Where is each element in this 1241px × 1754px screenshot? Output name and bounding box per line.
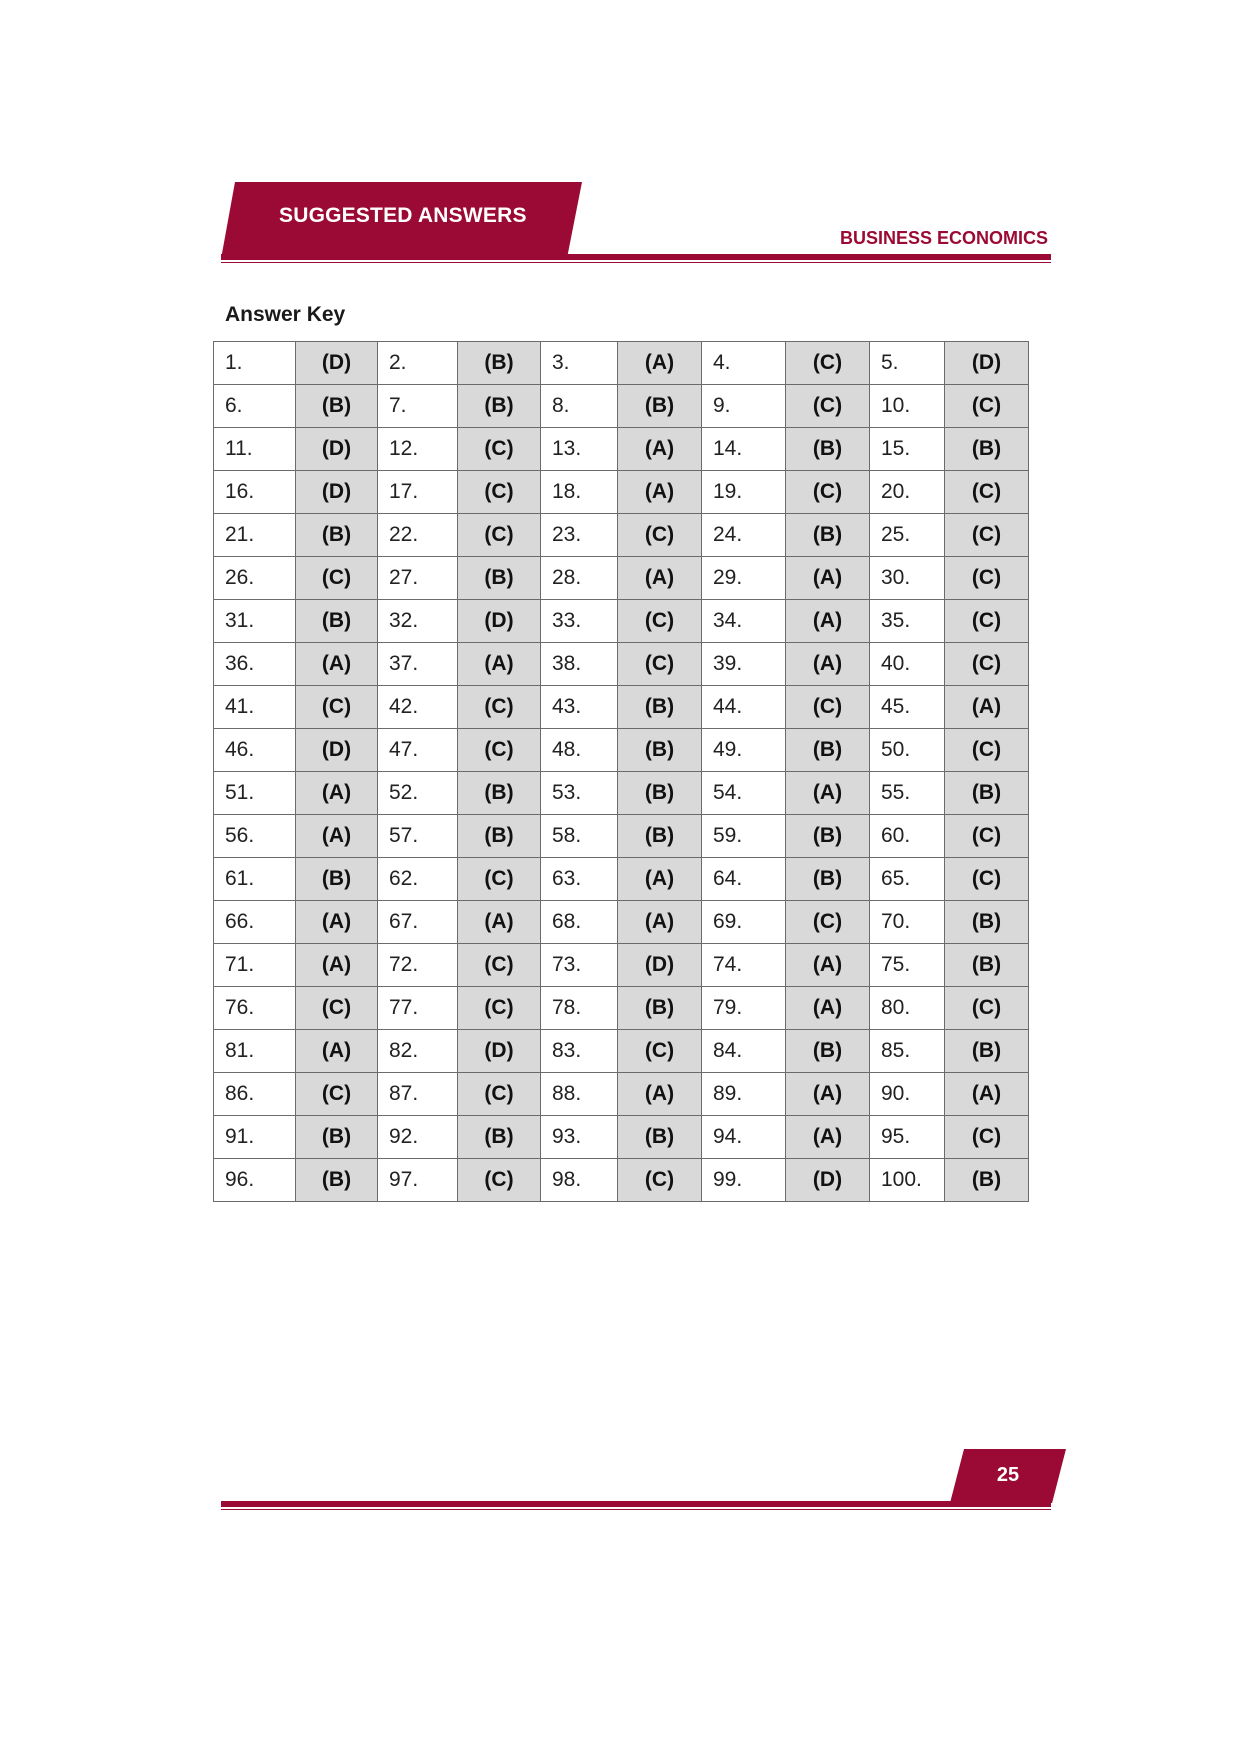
question-number: 62. (378, 858, 458, 901)
answer-choice: (C) (945, 471, 1029, 514)
answer-choice: (C) (458, 1073, 541, 1116)
table-row (214, 1116, 1029, 1159)
answer-choice: (D) (618, 944, 702, 987)
question-number: 26. (214, 557, 296, 600)
question-number: 9. (702, 385, 786, 428)
question-number: 47. (378, 729, 458, 772)
question-number: 8. (541, 385, 618, 428)
question-number: 48. (541, 729, 618, 772)
answer-choice: (B) (458, 772, 541, 815)
question-number: 11. (214, 428, 296, 471)
answer-choice: (A) (786, 1116, 870, 1159)
answer-choice: (A) (786, 1073, 870, 1116)
answer-choice: (B) (786, 729, 870, 772)
question-number: 45. (870, 686, 945, 729)
answer-choice: (A) (786, 987, 870, 1030)
question-number: 66. (214, 901, 296, 944)
answer-choice: (C) (786, 686, 870, 729)
question-number: 100. (870, 1159, 945, 1202)
question-number: 55. (870, 772, 945, 815)
answer-choice: (D) (945, 342, 1029, 385)
question-number: 88. (541, 1073, 618, 1116)
answer-choice: (C) (945, 987, 1029, 1030)
answer-choice: (C) (458, 944, 541, 987)
question-number: 76. (214, 987, 296, 1030)
answer-choice: (C) (786, 901, 870, 944)
answer-choice: (B) (296, 385, 378, 428)
answer-choice: (C) (458, 987, 541, 1030)
question-number: 73. (541, 944, 618, 987)
question-number: 98. (541, 1159, 618, 1202)
table-row (214, 514, 1029, 557)
question-number: 70. (870, 901, 945, 944)
question-number: 94. (702, 1116, 786, 1159)
table-row (214, 772, 1029, 815)
answer-key-table (213, 341, 1029, 1202)
answer-choice: (C) (618, 514, 702, 557)
answer-choice: (A) (786, 944, 870, 987)
table-row (214, 1030, 1029, 1073)
answer-choice: (B) (296, 858, 378, 901)
answer-choice: (B) (618, 729, 702, 772)
answer-choice: (C) (296, 987, 378, 1030)
answer-choice: (A) (945, 1073, 1029, 1116)
subject-label: BUSINESS ECONOMICS (839, 228, 1048, 248)
question-number: 39. (702, 643, 786, 686)
question-number: 72. (378, 944, 458, 987)
answer-choice: (C) (945, 1116, 1029, 1159)
table-row (214, 686, 1029, 729)
question-number: 64. (702, 858, 786, 901)
question-number: 80. (870, 987, 945, 1030)
answer-choice: (B) (618, 385, 702, 428)
header-rule (221, 254, 1051, 260)
question-number: 19. (702, 471, 786, 514)
table-row (214, 815, 1029, 858)
question-number: 27. (378, 557, 458, 600)
question-number: 69. (702, 901, 786, 944)
question-number: 78. (541, 987, 618, 1030)
answer-choice: (B) (458, 1116, 541, 1159)
answer-choice: (C) (618, 600, 702, 643)
question-number: 77. (378, 987, 458, 1030)
question-number: 20. (870, 471, 945, 514)
answer-choice: (C) (458, 471, 541, 514)
question-number: 4. (702, 342, 786, 385)
answer-choice: (C) (945, 385, 1029, 428)
table-row (214, 643, 1029, 686)
answer-key-title: Answer Key (225, 303, 346, 326)
answer-choice: (B) (945, 428, 1029, 471)
answer-choice: (C) (458, 858, 541, 901)
answer-choice: (A) (618, 858, 702, 901)
question-number: 51. (214, 772, 296, 815)
question-number: 95. (870, 1116, 945, 1159)
question-number: 63. (541, 858, 618, 901)
question-number: 68. (541, 901, 618, 944)
answer-choice: (C) (458, 514, 541, 557)
table-row (214, 944, 1029, 987)
answer-choice: (D) (786, 1159, 870, 1202)
answer-choice: (B) (786, 858, 870, 901)
answer-choice: (A) (458, 901, 541, 944)
answer-choice: (C) (458, 428, 541, 471)
answer-choice: (B) (618, 772, 702, 815)
answer-choice: (A) (945, 686, 1029, 729)
question-number: 75. (870, 944, 945, 987)
question-number: 57. (378, 815, 458, 858)
question-number: 90. (870, 1073, 945, 1116)
answer-choice: (A) (296, 1030, 378, 1073)
question-number: 37. (378, 643, 458, 686)
answer-choice: (B) (458, 815, 541, 858)
answer-choice: (B) (296, 1159, 378, 1202)
question-number: 17. (378, 471, 458, 514)
answer-choice: (C) (786, 342, 870, 385)
answer-choice: (D) (296, 428, 378, 471)
question-number: 56. (214, 815, 296, 858)
answer-choice: (A) (296, 944, 378, 987)
answer-choice: (A) (296, 815, 378, 858)
answer-choice: (A) (618, 557, 702, 600)
footer-rule-thin (221, 1509, 1051, 1510)
question-number: 21. (214, 514, 296, 557)
answer-choice: (A) (458, 643, 541, 686)
question-number: 36. (214, 643, 296, 686)
answer-choice: (A) (296, 901, 378, 944)
question-number: 34. (702, 600, 786, 643)
answer-choice: (B) (458, 385, 541, 428)
answer-choice: (C) (458, 686, 541, 729)
question-number: 81. (214, 1030, 296, 1073)
question-number: 30. (870, 557, 945, 600)
answer-choice: (D) (296, 342, 378, 385)
question-number: 52. (378, 772, 458, 815)
answer-choice: (C) (618, 1159, 702, 1202)
table-row (214, 385, 1029, 428)
answer-choice: (C) (945, 815, 1029, 858)
answer-choice: (B) (945, 1159, 1029, 1202)
question-number: 24. (702, 514, 786, 557)
question-number: 50. (870, 729, 945, 772)
table-row (214, 342, 1029, 385)
answer-choice: (A) (296, 772, 378, 815)
answer-choice: (B) (786, 428, 870, 471)
question-number: 10. (870, 385, 945, 428)
answer-choice: (B) (618, 686, 702, 729)
answer-choice: (A) (618, 428, 702, 471)
question-number: 58. (541, 815, 618, 858)
answer-choice: (B) (786, 815, 870, 858)
answer-choice: (C) (945, 557, 1029, 600)
question-number: 14. (702, 428, 786, 471)
question-number: 61. (214, 858, 296, 901)
question-number: 53. (541, 772, 618, 815)
question-number: 22. (378, 514, 458, 557)
answer-choice: (B) (786, 1030, 870, 1073)
answer-choice: (C) (296, 1073, 378, 1116)
table-row (214, 1159, 1029, 1202)
answer-choice: (D) (296, 729, 378, 772)
question-number: 99. (702, 1159, 786, 1202)
question-number: 67. (378, 901, 458, 944)
table-row (214, 1073, 1029, 1116)
answer-choice: (C) (458, 1159, 541, 1202)
answer-choice: (C) (786, 385, 870, 428)
answer-choice: (C) (458, 729, 541, 772)
answer-choice: (D) (296, 471, 378, 514)
question-number: 25. (870, 514, 945, 557)
answer-choice: (C) (945, 643, 1029, 686)
answer-choice: (A) (786, 772, 870, 815)
answer-choice: (C) (618, 643, 702, 686)
answer-choice: (B) (945, 772, 1029, 815)
answer-choice: (A) (786, 557, 870, 600)
question-number: 6. (214, 385, 296, 428)
question-number: 23. (541, 514, 618, 557)
question-number: 44. (702, 686, 786, 729)
footer-rule (221, 1501, 1051, 1507)
answer-choice: (A) (296, 643, 378, 686)
answer-choice: (C) (786, 471, 870, 514)
question-number: 5. (870, 342, 945, 385)
question-number: 33. (541, 600, 618, 643)
answer-choice: (D) (458, 600, 541, 643)
answer-choice: (B) (296, 514, 378, 557)
question-number: 60. (870, 815, 945, 858)
question-number: 1. (214, 342, 296, 385)
question-number: 54. (702, 772, 786, 815)
table-row (214, 858, 1029, 901)
question-number: 59. (702, 815, 786, 858)
answer-choice: (A) (618, 901, 702, 944)
answer-choice: (C) (945, 729, 1029, 772)
answer-choice: (A) (786, 643, 870, 686)
question-number: 49. (702, 729, 786, 772)
answer-choice: (C) (618, 1030, 702, 1073)
question-number: 7. (378, 385, 458, 428)
question-number: 3. (541, 342, 618, 385)
answer-choice: (B) (458, 342, 541, 385)
header-rule-thin (221, 262, 1051, 263)
answer-choice: (B) (618, 815, 702, 858)
question-number: 16. (214, 471, 296, 514)
question-number: 38. (541, 643, 618, 686)
table-row (214, 557, 1029, 600)
answer-choice: (A) (618, 342, 702, 385)
answer-choice: (A) (618, 471, 702, 514)
question-number: 97. (378, 1159, 458, 1202)
question-number: 85. (870, 1030, 945, 1073)
answer-choice: (B) (296, 1116, 378, 1159)
answer-choice: (C) (945, 514, 1029, 557)
question-number: 41. (214, 686, 296, 729)
question-number: 29. (702, 557, 786, 600)
answer-choice: (B) (786, 514, 870, 557)
question-number: 15. (870, 428, 945, 471)
question-number: 46. (214, 729, 296, 772)
page-number: 25 (996, 1464, 1020, 1486)
answer-choice: (B) (945, 901, 1029, 944)
question-number: 96. (214, 1159, 296, 1202)
question-number: 13. (541, 428, 618, 471)
table-row (214, 428, 1029, 471)
question-number: 28. (541, 557, 618, 600)
answer-choice: (B) (458, 557, 541, 600)
answer-choice: (A) (786, 600, 870, 643)
question-number: 91. (214, 1116, 296, 1159)
answer-choice: (B) (618, 1116, 702, 1159)
answer-choice: (B) (945, 944, 1029, 987)
question-number: 42. (378, 686, 458, 729)
table-row (214, 987, 1029, 1030)
question-number: 32. (378, 600, 458, 643)
table-row (214, 471, 1029, 514)
answer-choice: (C) (945, 858, 1029, 901)
question-number: 89. (702, 1073, 786, 1116)
question-number: 65. (870, 858, 945, 901)
answer-choice: (B) (945, 1030, 1029, 1073)
question-number: 35. (870, 600, 945, 643)
question-number: 71. (214, 944, 296, 987)
question-number: 86. (214, 1073, 296, 1116)
question-number: 43. (541, 686, 618, 729)
section-label: SUGGESTED ANSWERS (279, 204, 527, 227)
question-number: 18. (541, 471, 618, 514)
question-number: 87. (378, 1073, 458, 1116)
table-row (214, 600, 1029, 643)
answer-choice: (C) (296, 557, 378, 600)
question-number: 2. (378, 342, 458, 385)
table-row (214, 901, 1029, 944)
question-number: 83. (541, 1030, 618, 1073)
answer-choice: (A) (618, 1073, 702, 1116)
question-number: 84. (702, 1030, 786, 1073)
question-number: 82. (378, 1030, 458, 1073)
question-number: 74. (702, 944, 786, 987)
question-number: 12. (378, 428, 458, 471)
answer-choice: (C) (296, 686, 378, 729)
question-number: 92. (378, 1116, 458, 1159)
answer-choice: (B) (296, 600, 378, 643)
table-row (214, 729, 1029, 772)
answer-choice: (B) (618, 987, 702, 1030)
question-number: 93. (541, 1116, 618, 1159)
answer-choice: (C) (945, 600, 1029, 643)
question-number: 31. (214, 600, 296, 643)
question-number: 79. (702, 987, 786, 1030)
question-number: 40. (870, 643, 945, 686)
answer-choice: (D) (458, 1030, 541, 1073)
